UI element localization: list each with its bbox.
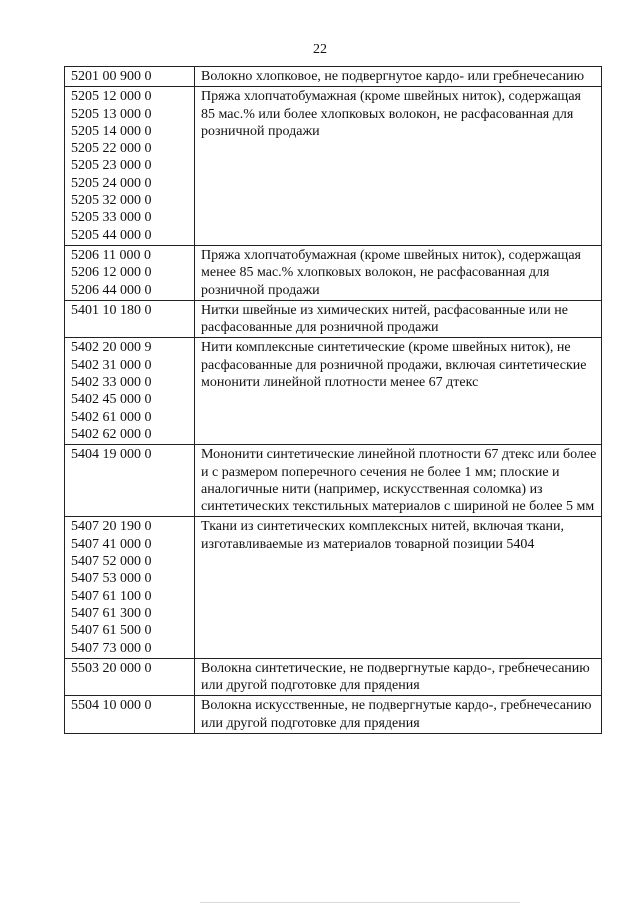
code-cell bbox=[65, 67, 195, 87]
tn-ved-code: 5407 61 300 0 bbox=[71, 605, 152, 621]
table-body bbox=[65, 67, 602, 734]
tn-ved-code: 5402 33 000 0 bbox=[71, 375, 152, 391]
description-cell: Нитки швейные из химических нитей, расфасованные или не расфасованные для розничной продажи bbox=[195, 300, 602, 338]
page-number: 22 bbox=[313, 42, 327, 57]
code-cell bbox=[65, 658, 195, 696]
tn-ved-code: 5404 19 000 0 bbox=[71, 447, 152, 463]
tn-ved-code: 5407 52 000 0 bbox=[71, 554, 152, 570]
tn-ved-code: 5205 13 000 0 bbox=[71, 106, 152, 122]
code-cell bbox=[65, 445, 195, 517]
tn-ved-code: 5401 10 180 0 bbox=[71, 302, 152, 318]
description-cell: Нити комплексные синтетические (кроме швейных ниток), не расфасованные для розничной продажи, включая синтетические мононити линейной плотности менее 67 дтекс bbox=[195, 338, 602, 445]
table-row bbox=[65, 338, 602, 445]
tn-ved-code: 5402 31 000 0 bbox=[71, 357, 152, 373]
tn-ved-code: 5402 62 000 0 bbox=[71, 426, 152, 442]
tn-ved-code: 5205 24 000 0 bbox=[71, 175, 152, 191]
tn-ved-code: 5402 20 000 9 bbox=[71, 340, 152, 356]
description-cell: Волокна искусственные, не подвергнутые кардо-, гребнечесанию или другой подготовке для прядения bbox=[195, 696, 602, 734]
tn-ved-code: 5407 61 100 0 bbox=[71, 588, 152, 604]
table-row bbox=[65, 245, 602, 300]
scan-edge-line bbox=[200, 902, 520, 903]
code-cell bbox=[65, 245, 195, 300]
tn-ved-code: 5206 11 000 0 bbox=[71, 247, 151, 263]
tn-ved-code: 5402 61 000 0 bbox=[71, 409, 152, 425]
table-row bbox=[65, 300, 602, 338]
tn-ved-code: 5201 00 900 0 bbox=[71, 69, 152, 84]
description-cell: Пряжа хлопчатобумажная (кроме швейных ниток), содержащая 85 мас.% или более хлопковых волокон, не расфасованная для розничной продажи bbox=[195, 87, 602, 246]
description-cell: Пряжа хлопчатобумажная (кроме швейных ниток), содержащая менее 85 мас.% хлопковых волокон, не расфасованная для розничной продажи bbox=[195, 245, 602, 300]
tn-ved-code: 5206 44 000 0 bbox=[71, 282, 152, 298]
table-row bbox=[65, 658, 602, 696]
tn-ved-code: 5205 33 000 0 bbox=[71, 210, 152, 226]
tn-ved-code: 5205 14 000 0 bbox=[71, 123, 152, 139]
tn-ved-code: 5206 12 000 0 bbox=[71, 265, 152, 281]
table-row bbox=[65, 517, 602, 658]
tn-ved-code: 5503 20 000 0 bbox=[71, 660, 152, 676]
tn-ved-code: 5407 73 000 0 bbox=[71, 640, 152, 656]
description-cell: Волокно хлопковое, не подвергнутое кардо- или гребнечесанию bbox=[195, 67, 602, 87]
table-row bbox=[65, 67, 602, 87]
description-cell: Волокна синтетические, не подвергнутые кардо-, гребнечесанию или другой подготовке для прядения bbox=[195, 658, 602, 696]
code-cell bbox=[65, 696, 195, 734]
code-cell bbox=[65, 87, 195, 246]
tariff-code-table bbox=[64, 66, 602, 734]
tn-ved-code: 5407 20 190 0 bbox=[71, 519, 152, 535]
tn-ved-code: 5205 32 000 0 bbox=[71, 193, 152, 209]
tn-ved-code: 5205 12 000 0 bbox=[71, 89, 152, 105]
tn-ved-code: 5407 53 000 0 bbox=[71, 571, 152, 587]
tn-ved-code: 5504 10 000 0 bbox=[71, 698, 152, 714]
description-cell: Ткани из синтетических комплексных нитей, включая ткани, изготавливаемые из материалов товарной позиции 5404 bbox=[195, 517, 602, 658]
tn-ved-code: 5205 23 000 0 bbox=[71, 158, 152, 174]
code-cell bbox=[65, 300, 195, 338]
table-row bbox=[65, 87, 602, 246]
table-row bbox=[65, 696, 602, 734]
table-row bbox=[65, 445, 602, 517]
code-cell bbox=[65, 517, 195, 658]
description-cell: Мононити синтетические линейной плотности 67 дтекс или более и с размером поперечного сечения не более 1 мм; плоские и аналогичные нити (например, искусственная соломка) из синтетических текстильных материалов с шириной не более 5 мм bbox=[195, 445, 602, 517]
tn-ved-code: 5407 61 500 0 bbox=[71, 623, 152, 639]
code-cell bbox=[65, 338, 195, 445]
tn-ved-code: 5407 41 000 0 bbox=[71, 536, 152, 552]
tn-ved-code: 5205 44 000 0 bbox=[71, 227, 152, 243]
tn-ved-code: 5402 45 000 0 bbox=[71, 392, 152, 408]
tn-ved-code: 5205 22 000 0 bbox=[71, 141, 152, 157]
